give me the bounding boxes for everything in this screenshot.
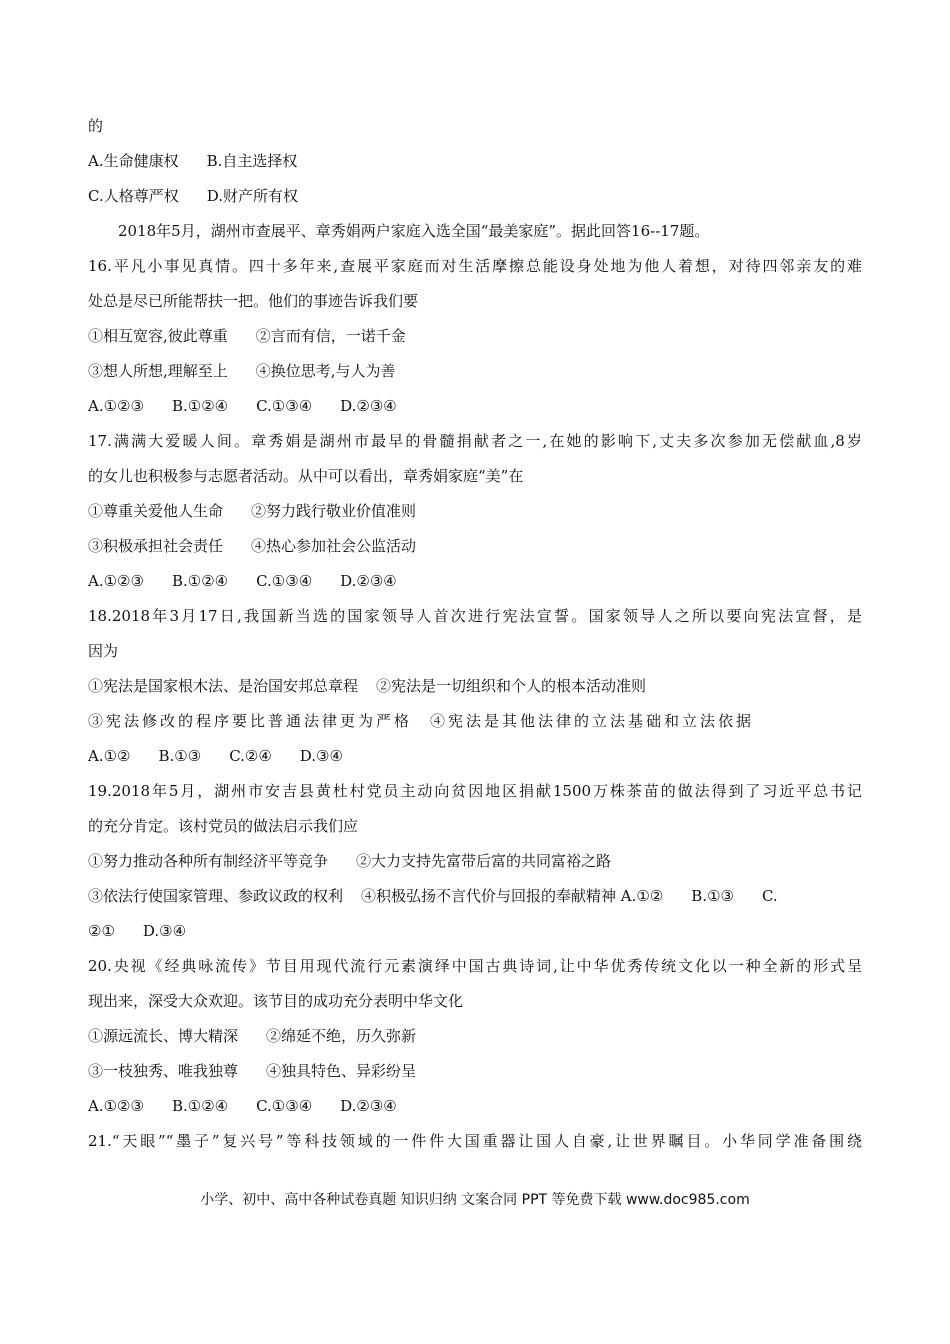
statement-line xyxy=(88,536,862,556)
statement-text: ④热心参加社会公监活动 xyxy=(251,537,417,555)
text-line xyxy=(88,991,862,1011)
option-text: A.①② xyxy=(88,747,131,765)
answer-options xyxy=(88,396,862,416)
option-text: D.③④ xyxy=(142,922,187,940)
statement-text: ①努力推动各种所有制经济平等竞争 xyxy=(88,852,329,870)
statement-line xyxy=(88,851,862,871)
option-text: C.①③④ xyxy=(256,397,313,415)
statement-text: ④积极弘扬不言代价与回报的奉献精神 A.①② xyxy=(361,887,664,905)
line-text: 21.“天眼”“墨子”复兴号”等科技领域的一件件大国重器让国人自豪,让世界瞩目。小华同学准备围绕 xyxy=(88,1132,862,1150)
option-line xyxy=(88,151,862,171)
option-text: C.②④ xyxy=(229,747,272,765)
option-text: B.①②④ xyxy=(171,397,229,415)
line-text: 的充分肯定。该村党员的做法启示我们应 xyxy=(88,817,359,835)
option-line xyxy=(88,186,862,206)
line-text: 的女儿也积极参与志愿者活动。从中可以看出，章秀娟家庭“美”在 xyxy=(88,467,524,485)
option-text: B.①③ xyxy=(158,747,202,765)
statement-text: ④宪法是其他法律的立法基础和立法依据 xyxy=(430,712,755,730)
statement-text: ④换位思考,与人为善 xyxy=(255,362,396,380)
statement-line xyxy=(88,1061,862,1081)
statement-text: ②宪法是一切组织和个人的根本活动准则 xyxy=(376,677,647,695)
statement-text: ③想人所想,理解至上 xyxy=(88,362,228,380)
option-text: ②① xyxy=(88,922,115,940)
question-18 xyxy=(88,606,862,626)
option-text: B.①②④ xyxy=(171,1097,229,1115)
material-intro xyxy=(118,221,862,241)
question-19 xyxy=(88,781,862,801)
line-text: 18.2018年3月17日,我国新当选的国家领导人首次进行宪法宣誓。国家领导人之所以要向宪法宣督，是 xyxy=(88,607,862,625)
line-text: 2018年5月，湖州市查展平、章秀娟两户家庭入选全国“最美家庭”。据此回答16--17题。 xyxy=(118,222,710,240)
option-text: A.①②③ xyxy=(88,1097,144,1115)
option-text: D.②③④ xyxy=(340,397,397,415)
statement-text: ①源远流长、博大精深 xyxy=(88,1027,239,1045)
statement-line xyxy=(88,361,862,381)
question-21 xyxy=(88,1131,862,1151)
statement-text: ②努力践行敬业价值准则 xyxy=(251,502,417,520)
option-text: C. xyxy=(761,887,778,905)
footer-text: 小学、初中、高中各种试卷真题 知识归纳 文案合同 PPT 等免费下载 www.doc985.com xyxy=(200,1192,750,1208)
line-text: 因为 xyxy=(88,642,119,660)
option-text: D.②③④ xyxy=(340,572,397,590)
option-text: C.人格尊严权 xyxy=(88,187,179,205)
line-text: 现出来，深受大众欢迎。该节目的成功充分表明中华文化 xyxy=(88,992,464,1010)
statement-text: ②大力支持先富带后富的共同富裕之路 xyxy=(356,852,612,870)
line-text: 19.2018年5月，湖州市安吉县黄杜村党员主动向贫因地区捐献1500万株茶苗的做法得到了习近平总书记 xyxy=(88,782,862,800)
line-text: 的 xyxy=(88,117,104,135)
statement-text: ③一枝独秀、唯我独尊 xyxy=(88,1062,239,1080)
line-text: 20.央视《经典咏流传》节目用现代流行元素演绎中国古典诗词,让中华优秀传统文化以一种全新的形式呈 xyxy=(88,957,862,975)
statement-line xyxy=(88,886,862,906)
statement-text: ②绵延不绝，历久弥新 xyxy=(266,1027,417,1045)
answer-options xyxy=(88,746,862,766)
statement-text: ①相互宽容,彼此尊重 xyxy=(88,327,228,345)
question-20 xyxy=(88,956,862,976)
question-17 xyxy=(88,431,862,451)
line-text: 16.平凡小事见真情。四十多年来,查展平家庭而对生活摩擦总能设身处地为他人着想，对待四邻亲友的难 xyxy=(88,257,862,275)
question-16 xyxy=(88,256,862,276)
option-text: C.①③④ xyxy=(256,1097,313,1115)
answer-options xyxy=(88,1096,862,1116)
statement-text: ③积极承担社会责任 xyxy=(88,537,224,555)
statement-text: ③依法行使国家管理、参政议政的权利 xyxy=(88,887,344,905)
statement-text: ①宪法是国家根木法、是治国安邦总章程 xyxy=(88,677,359,695)
statement-line xyxy=(88,501,862,521)
statement-line xyxy=(88,711,862,731)
statement-line xyxy=(88,326,862,346)
text-line xyxy=(88,466,862,486)
text-line xyxy=(88,116,862,136)
answer-options xyxy=(88,571,862,591)
statement-text: ①尊重关爱他人生命 xyxy=(88,502,224,520)
text-line xyxy=(88,291,862,311)
text-line xyxy=(88,641,862,661)
statement-text: ④独具特色、异彩纷呈 xyxy=(266,1062,417,1080)
option-text: C.①③④ xyxy=(256,572,313,590)
page-footer xyxy=(0,1190,950,1210)
statement-line xyxy=(88,676,862,696)
statement-line xyxy=(88,1026,862,1046)
statement-text: ②言而有信，一诺千金 xyxy=(255,327,406,345)
line-text: 17.满满大爱暖人间。章秀娟是湖州市最早的骨髓捐献者之一,在她的影响下,丈夫多次参加无偿献血,8岁 xyxy=(88,432,862,450)
option-text: D.③④ xyxy=(299,747,343,765)
option-text: B.①③ xyxy=(691,887,734,905)
option-text: D.②③④ xyxy=(340,1097,397,1115)
option-text: A.①②③ xyxy=(88,572,144,590)
text-line xyxy=(88,816,862,836)
option-text: B.①②④ xyxy=(171,572,229,590)
statement-text: ③宪法修改的程序要比普通法律更为严格 xyxy=(88,712,413,730)
option-text: A.①②③ xyxy=(88,397,144,415)
answer-options xyxy=(88,921,862,941)
line-text: 处总是尽已所能帮扶一把。他们的事迹告诉我们要 xyxy=(88,292,419,310)
option-text: D.财产所有权 xyxy=(206,187,298,205)
option-text: A.生命健康权 xyxy=(88,152,179,170)
option-text: B.自主选择权 xyxy=(206,152,298,170)
